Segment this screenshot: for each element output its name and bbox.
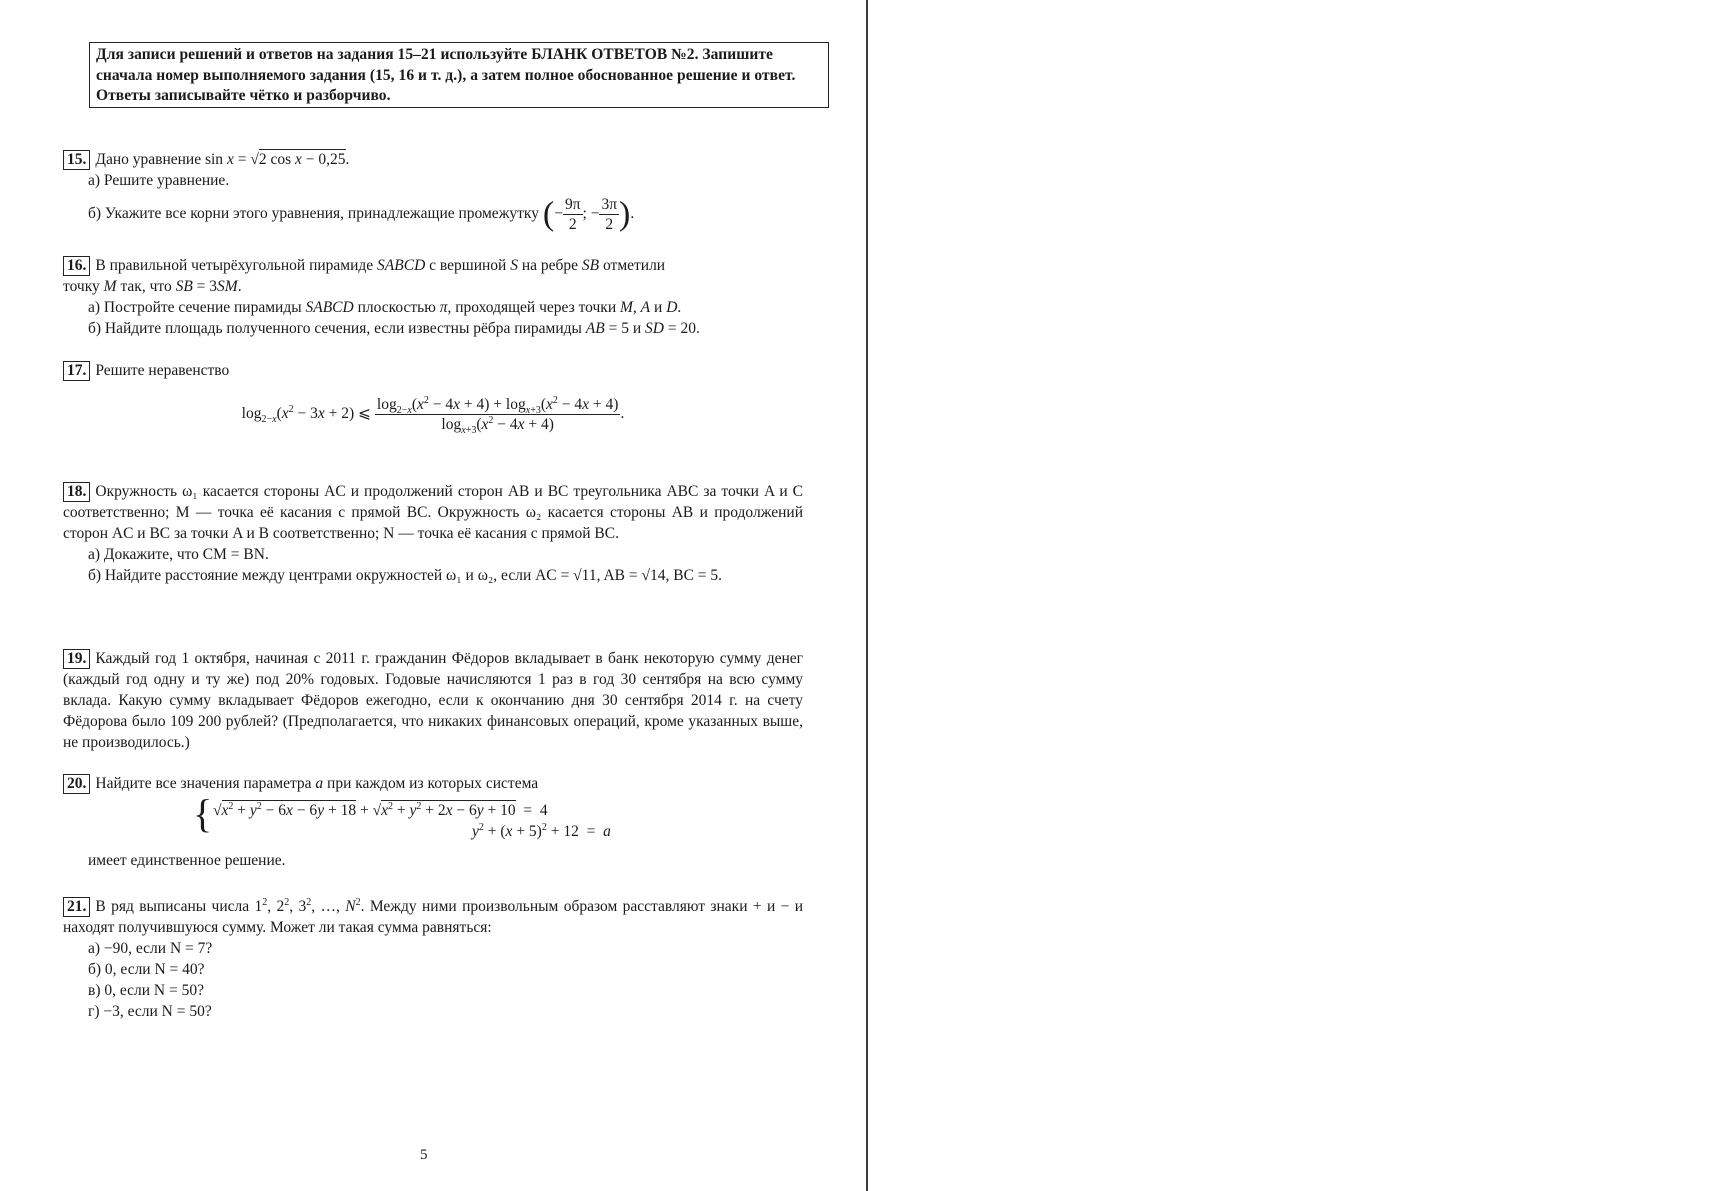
- instructions-box: Для записи решений и ответов на задания 15–21 используйте БЛАНК ОТВЕТОВ №2. Запишите сначала номер выполняемого задания (15, 16 и т. д.), а затем полное обоснованное решение и ответ. Ответы записывайте чётко и разборчиво.: [89, 42, 829, 108]
- task-part-b: б) Укажите все корни этого уравнения, принадлежащие промежутку: [88, 205, 539, 223]
- page-number: 5: [420, 1147, 428, 1163]
- task-part-a: а) −90, если N = 7?: [88, 940, 213, 957]
- task-15: 15. Дано уравнение sin x = √2 cos x − 0,25. а) Решите уравнение. б) Укажите все корни этого уравнения, принадлежащие промежутку (− $\frac{9\pi}{2}$ ; − $\frac{3\pi}{2}$ ).: [63, 149, 803, 234]
- task-part-b-row: б) Укажите все корни этого уравнения, принадлежащие промежутку (− $\frac{9\pi}{2}$ ; − $\frac{3\pi}{2}$ ).: [88, 195, 635, 233]
- task-21: 21. В ряд выписаны числа $1^2$, $2^2$, $3^2$, …, $N^2$. Между ними произвольным образом расставляют знаки + и − и находят получившуюся сумму. Может ли такая сумма равняться: а) −90, если N = 7? б) 0, если N = 40? в) 0, если N = 50? г) −3, если N = 50?: [63, 896, 804, 1020]
- task-part-c: в) 0, если N = 50?: [88, 982, 204, 999]
- inequality-formula: $\log_{2-x}(x^2 - 3x + 2)$ ⩽ $\frac{\log_{2-x}(x^2 - 4x + 4) + \log_{x+3}(x^2 - 4x + 4)}{\log_{x+3}(x^2 - 4x + 4)}$ .: [241, 394, 625, 437]
- task-18: [63, 481, 803, 586]
- task-16: 16. В правильной четырёхугольной пирамиде SABCD с вершиной S на ребре SB отметили точку M так, что SB = 3SM. а) Постройте сечение пирамиды SABCD плоскостью π, проходящей через точки M, A и D. б) Найдите площадь полученного сечения, если известны рёбра пирамиды AB = 5 и SD = 20.: [63, 255, 803, 339]
- task-17: 17. Решите неравенство $\log_{2-x}(x^2 - 3x + 2)$ ⩽ $\frac{\log_{2-x}(x^2 - 4x + 4) + \log_{x+3}(x^2 - 4x + 4)}{\log_{x+3}(x^2 - 4x + 4)}$ .: [63, 360, 803, 440]
- task-part-d: г) −3, если N = 50?: [88, 1003, 212, 1020]
- task-19: [63, 648, 803, 753]
- task-text: Окружность ω₁ касается стороны AC и продолжений сторон AB и BC треугольника ABC за точки A и C соответственно; M — точка её касания с прямой BC. Окружность ω₂ касается стороны AB и продолжений сторон AC и BC за точки A и B соответственно; N — точка её касания с прямой BC.: [63, 483, 803, 542]
- task-part-a: а) Решите уравнение.: [88, 172, 230, 189]
- task-intro: Дано уравнение: [95, 151, 202, 168]
- task-number: 18.: [63, 482, 90, 502]
- task-text: Каждый год 1 октября, начиная с 2011 г. гражданин Фёдоров вкладывает в банк некоторую сумму денег (каждый год одну и ту же) под 20% годовых. Годовые начисляются 1 раз в год 30 сентября на всю сумму вклада. Какую сумму вкладывает Фёдоров ежегодно, если к окончанию дня 30 сентября 2014 г. на счету Фёдорова было 109 200 рублей? (Предполагается, что никаких финансовых операций, кроме указанных выше, не производилось.): [63, 650, 803, 751]
- task-part-a: а) Докажите, что CM = BN.: [88, 546, 269, 563]
- task-outro: имеет единственное решение.: [88, 852, 286, 869]
- task-part-b: б) Найдите расстояние между центрами окружностей ω₁ и ω₂, если AC = √11, AB = √14, BC = 5.: [88, 567, 723, 584]
- task-number: 19.: [63, 649, 90, 669]
- task-20: 20. Найдите все значения параметра a при каждом из которых система { $√x^2 + y^2 - 6x - 6y + 18 + √x^2 + y^2 + 2x - 6y + 10 = 4$ $y^2 + (x + 5)^2 + 12 = a$ имеет единственное решение.: [63, 773, 803, 871]
- task-part-b: б) 0, если N = 40?: [88, 961, 205, 978]
- blank-facing-page: [868, 0, 1733, 1191]
- task-number: 16.: [63, 256, 90, 276]
- task-number: 21.: [63, 897, 90, 917]
- equation-system: { $√x^2 + y^2 - 6x - 6y + 18 + √x^2 + y^2 + 2x - 6y + 10 = 4$ $y^2 + (x + 5)^2 + 12 = a$: [193, 791, 611, 840]
- task-part-a: а) Постройте сечение пирамиды SABCD плоскостью π, проходящей через точки M, A и D.: [88, 299, 682, 316]
- task-number: 15.: [63, 150, 90, 170]
- task-number: 17.: [63, 361, 90, 381]
- task-part-b: б) Найдите площадь полученного сечения, если известны рёбра пирамиды AB = 5 и SD = 20.: [88, 320, 700, 337]
- task-number: 20.: [63, 774, 90, 794]
